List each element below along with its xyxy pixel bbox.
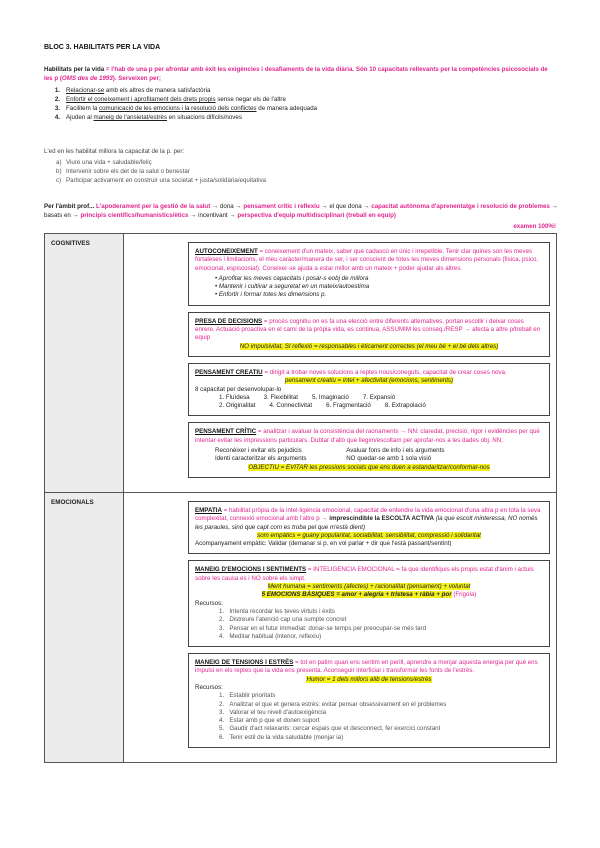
pensament-critic-box: PENSAMENT CRÍTIC = analitzar i avaluar la consistència del raonaments → NN: claredat, precisió, rigor i evidències per què intentar evitar les impressions particulars. Dubtar d'allò que llegim/escoltam per aprofar-nos a les dades obj. NN; Reconèixer i evitar els pejudicis Avaluar fons de info i els arguments Identi caracteritzar els arguments NO quedar-se amb 1 sola visió OBJECTIU = EVITAR les pressions socials que ens duen a estandaritzar/conformar-nos [188,422,550,477]
exam-note: examen 100%! [513,223,556,230]
millora-title: L'ed en les habilitat millora la capacitat de la p. per: [44,148,185,155]
serveixen-list [44,86,556,122]
intro-paragraph [44,66,556,83]
list-item: 1. Intenta recordar les teves virtuts i èxits [219,607,335,615]
ambit-paragraph: Per l'àmbit prof... L'apoderament per la gestió de la salut → dona → pensament crític i reflexiu → el que dona → capacitat autònoma d'aprenentatge i resolució de problemes → basats en → principis científics/humanístics/ètics → incentivant → perspectiva d'equip multidisciplinari (treball en equip) [44,203,558,219]
highlight-formula: Ment humana = sentiments (afectes) + racionalitat (pensament) + voluntat [267,583,471,591]
highlight-formula: Humor = 1 dels millors alib de tensions/estrès [306,675,432,683]
maneig-emocions-box: MANEIG D'EMOCIONS I SENTIMENTS = INTELIGENCIA EMOCIONAL = fa que identifiquis els propis estat d'ànim i actuis sobre les causa es i NO sobre els simpt. Ment humana = sentiments (afectes) + racionalitat (pensament) + voluntat 5 EMOCIONS BÀSIQUES = amor + alegria + tristesa + ràbia + por (Frigola) Recursos: 1. Intenta recordar les teves virtuts i èxits 2. Distreure l'atenció cap una sumpte concret 3. Pensar en el futur immediat: donar-se temps per preocupar-se més tard 4. Meditar habitual (interior, reflexiu) [188,560,550,647]
section-cognitives-label: COGNITIVES [45,234,124,493]
habilitats-table [44,233,557,763]
list-item: • Mantenir i cultivar a seguretat en un mateix/autoestima [215,283,543,291]
highlight-objectiu: OBJECTIU = EVITAR les pressions socials que ens duen a estandaritzar/conformar-nos [248,463,490,471]
list-item: c) Participar activament en construir una societat + justa/solidària/equitativa [56,177,266,184]
list-item: 3. Valorar el teu nivell d'autoexigència [219,708,327,716]
highlight-emocions: 5 EMOCIONS BÀSIQUES = amor + alegria + tristesa + ràbia + por [261,591,452,599]
list-item: 6. Tenir estil de la vida saludable (menjar ia) [219,733,344,741]
highlight-formula: pensament creatiu = intel + afectivitat (emocions, sentiments) [284,377,454,385]
page-title: BLOC 3. HABILITATS PER LA VIDA [44,44,161,51]
list-item: 3. Pensar en el futur immediat: donar-se temps per preocupar-se més tard [219,624,427,632]
intro-text: = l'hab de una p per afrontar amb èxit les exigències i desafiaments de la vida diària. Són 10 capacitats rellevants per la competències psicosocials de les p ( [44,66,548,82]
list-item: 5. Gaudir d'act relaxants: cercar espais que et desconnect, fer exercici constant [219,725,441,733]
acompanyament-text: Acompanyament empàtic: Validar (demanar si p. en vol parlar + dir que l'està passant/sentint) [195,540,452,548]
highlight-formula: som empàtics = guany popularitat, sociabilitat, sensibilitat, compressió i solidaritat [257,531,481,539]
capacitats-title: 8 capacitat per desenvolupar-lo [195,385,282,393]
list-item: 4. Estar amb p que et donen suport [219,717,320,725]
pensament-creatiu-box: PENSAMENT CREATIU = dirigit a trobar noves solucions a reptes nous/coneguts, capacitat de crear coses nova. pensament creatiu = intel + afectivitat (emocions, sentiments) 8 capacitat per desenvolupar-lo 1. Fluïdesa 3. Flexibilitat 5. Imaginació 7. Expansió 2. Originalitat 4. Connectivitat 6. Fragmentació 8. Extrapolació [188,363,550,416]
list-item: • Enfortir i formar totes les dimensions p. [215,291,543,299]
list-item: 4. Ajuden al maneig de l'ansietat/estrès en situacions difícils/noves [54,114,242,121]
maneig-tensions-box: MANEIG DE TENSIONS I ESTRÈS = tot en patim quan ens sentim en perill, aprendre a menjar aquesta energia per què ens impulsi en els reptes que la vida ens presenta. Aconseguir interficiar i transformar les fonts de l'estrès. Humor = 1 dels millors alib de tensions/estrès Recursos: 1. Establir prioritats 2. Analitzar el que et genera estrès: evitar pensar obsessivament en el problemes 3. Valorar el teu nivell d'autoexigència 4. Estar amb p que et donen suport 5. Gaudir d'act relaxants: cercar espais que et desconnect, fer exercici constant 6. Tenir estil de la vida saludable (menjar ia) [188,653,550,748]
autoconeixement-box: AUTOCONEIXEMENT = coneixement d'un mateix, saber que cadascú en únic i irrepetible. Tenir clar quines son les meves fortaleses i limitacions, el meu caràcter/manera de ser, i ser conscient de totes les meves dimensions personals (fisica, psico, emocional, espiscosial). Coneixer-se ajuda a estar millor amb un mateix + poder ajudar als altres. • Aprofitar les meves capacitats i posar-s eobj de millora • Mantenir i cultivar a seguretat en un mateix/autoestima • Enfortir i formar totes les dimensions p. [188,242,550,306]
list-item: • Aprofitar les meves capacitats i posar-s eobj de millora [215,275,543,283]
section-cognitives [124,234,557,493]
list-item: 2. Distreure l'atenció cap una sumpte concret [219,616,347,624]
highlight-note: NO impulsivitat, SI reflexió = responsables i èticament correctes (el meu bé + el bé dels altres) [239,342,499,350]
list-item: 3. Facilitem la comunicació de les emocions i la resolució dels conflictes de manera adequada [54,105,318,112]
section-emocionals-label: EMOCIONALS [45,492,124,762]
list-item: 1. Establir prioritats [219,692,276,700]
list-item: 1. Relacionar-se amb els altres de manera satisfactòria [54,87,211,94]
list-item: 2. Enfortir el coneixement i aprofitament dels drets propis sense negar els de l'altre [54,96,286,103]
list-item: a) Viure una vida + saludable/feliç [56,159,152,166]
millora-list [44,158,556,185]
empatia-box: EMPATIA = habilitat pròpia de la intel·ligència emocional, capacitat de entendre la vida emocional d'una altra p en tota la seva complexitat, connexió emocional amb l'altre p → imprescindible la ESCOLTA ACTIVA (la que escolt minteressa, NO només les paraules, sinó que capt com es troba pel que m'està dient) som empàtics = guany popularitat, sociabilitat, sensibilitat, compressió i solidaritat Acompanyament empàtic: Validar (demanar si p. en vol parlar + dir que l'està passant/sentint) [188,501,550,554]
list-item: b) Intervenir sobre els det de la salut o benestar [56,168,190,175]
intro-source: OMS des de 1993 [61,74,113,82]
list-item: 4. Meditar habitual (interior, reflexiu) [219,632,322,640]
intro-end: ). Serveixen per; [112,74,161,82]
intro-label: Habilitats per la vida [44,66,105,73]
presa-decisions-box: PRESA DE DECISIONS = procés cognitiu on es fa una elecció entre diferents alternatives, portan escollir i deixar coses enrere. Actuació proactiva en el camí de la pròpia vida, es continua, ASSUMIM les conseq./RESP → afecta a altre p/treball en equip NO impulsivitat, SI reflexió = responsables i èticament correctes (el meu bé + el bé dels altres) [188,312,550,357]
list-item: 2. Analitzar el que et genera estrès: evitar pensar obsessivament en el problemes [219,700,447,708]
section-emocionals [124,492,557,762]
